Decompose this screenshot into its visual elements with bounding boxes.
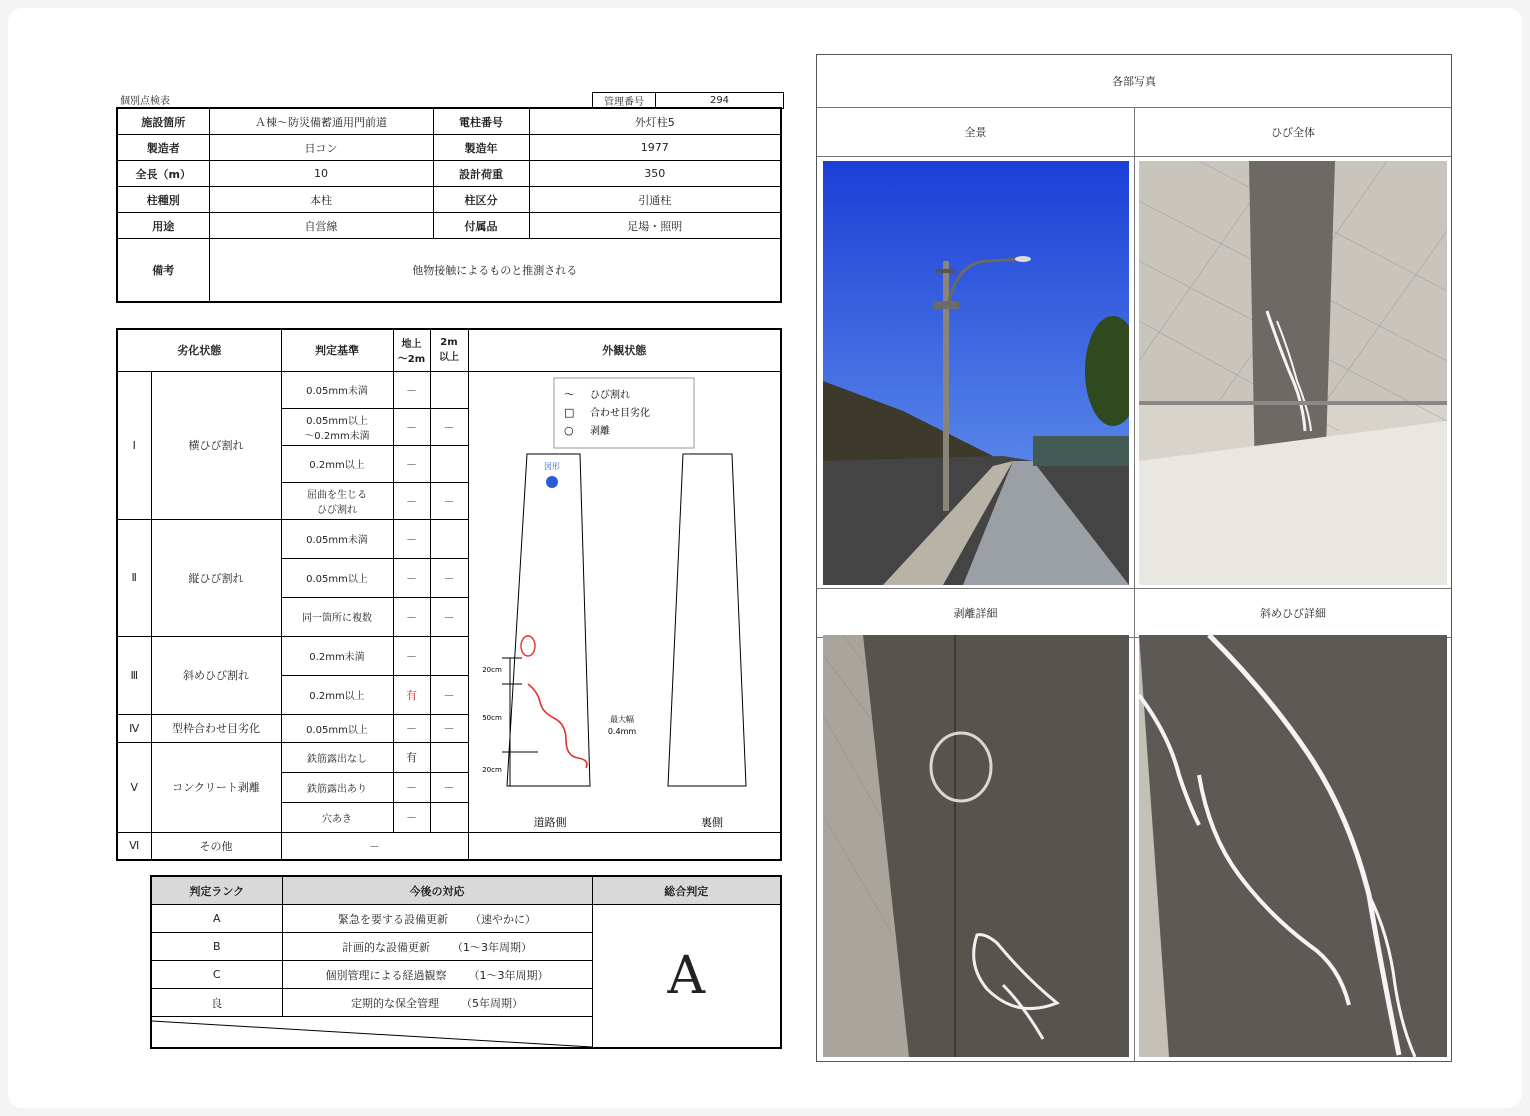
pole-tag: 図形: [544, 462, 560, 471]
legend-sym-peel: ○: [564, 424, 574, 437]
sheet-title: 個別点検表: [120, 96, 170, 107]
criteria-cell: 0.2mm未満: [281, 636, 393, 675]
criteria-cell: 鉄筋露出なし: [281, 742, 393, 772]
col-total: 総合判定: [592, 876, 781, 905]
high-cell: [430, 636, 468, 675]
criteria-cell: 0.05mm以上: [281, 714, 393, 742]
col-criteria: 判定基準: [281, 329, 393, 371]
maker-label: 製造者: [117, 135, 209, 161]
high-cell: －: [430, 558, 468, 597]
criteria-cell: 0.2mm以上: [281, 675, 393, 714]
location-value: Ａ棟～防災備蓄通用門前道: [209, 108, 433, 135]
load-value: 350: [529, 161, 781, 187]
class-value: 引通柱: [529, 187, 781, 213]
blank-row: [151, 1017, 592, 1049]
criteria-cell: 0.05mm未満: [281, 371, 393, 408]
rank-good: 良: [151, 989, 282, 1017]
high-cell: [430, 519, 468, 558]
criteria-cell: 屈曲を生じる ひび割れ: [281, 482, 393, 519]
dim-bot: 20cm: [482, 766, 502, 774]
photos-panel: [816, 54, 1452, 1062]
criteria-cell: 0.05mm未満: [281, 519, 393, 558]
group-name: その他: [151, 832, 281, 860]
rank-c: C: [151, 961, 282, 989]
high-cell: [430, 742, 468, 772]
col-rank: 判定ランク: [151, 876, 282, 905]
col-low: 地上 ～2m: [393, 329, 430, 371]
col-appearance: 外観状態: [468, 329, 781, 371]
low-cell: －: [393, 408, 430, 445]
low-cell: 有: [393, 675, 430, 714]
high-cell: [430, 802, 468, 832]
low-cell: －: [393, 772, 430, 802]
photos-title: 各部写真: [817, 55, 1451, 108]
low-cell: －: [393, 802, 430, 832]
pole-no-label: 電柱番号: [433, 108, 529, 135]
appearance-diagram: [472, 372, 780, 872]
low-cell: －: [393, 445, 430, 482]
location-label: 施設箇所: [117, 108, 209, 135]
info-table: [116, 107, 782, 303]
high-cell: －: [430, 772, 468, 802]
type-value: 本柱: [209, 187, 433, 213]
use-label: 用途: [117, 213, 209, 239]
total-judgement: A: [592, 905, 781, 1049]
high-cell: －: [430, 482, 468, 519]
group-num: Ⅰ: [117, 371, 151, 519]
low-cell: －: [393, 519, 430, 558]
criteria-cell: 0.05mm以上 ～0.2mm未満: [281, 408, 393, 445]
mgmt-label: 管理番号: [593, 93, 656, 108]
marker-dot: [546, 476, 558, 488]
action-good: 定期的な保全管理 （5年周期）: [282, 989, 592, 1017]
criteria-cell: 0.05mm以上: [281, 558, 393, 597]
inspection-sheet: [8, 8, 1522, 1108]
mgmt-value: 294: [709, 95, 730, 106]
legend-text-crack: ひび割れ: [590, 390, 630, 401]
high-cell: －: [430, 408, 468, 445]
high-cell: －: [430, 675, 468, 714]
low-cell: －: [393, 597, 430, 636]
group-num: Ⅱ: [117, 519, 151, 636]
photo-crack-overview: [1139, 161, 1447, 585]
dim-top: 20cm: [482, 666, 502, 674]
photo-full-view: [823, 161, 1129, 585]
length-value: 10: [209, 161, 433, 187]
caption-all: 全景: [817, 108, 1134, 157]
col-state: 劣化状態: [117, 329, 281, 371]
dim-mid: 50cm: [482, 714, 502, 722]
low-cell: －: [393, 558, 430, 597]
group-name: 横ひび割れ: [151, 371, 281, 519]
criteria-cell: 穴あき: [281, 802, 393, 832]
high-cell: －: [430, 714, 468, 742]
criteria-cell: 0.2mm以上: [281, 445, 393, 482]
rank-b: B: [151, 933, 282, 961]
year-value: 1977: [529, 135, 781, 161]
action-c: 個別管理による経過観察 （1～3年周期）: [282, 961, 592, 989]
other-value: －: [281, 832, 468, 860]
criteria-cell: 鉄筋露出あり: [281, 772, 393, 802]
low-cell: －: [393, 482, 430, 519]
criteria-cell: 同一箇所に複数: [281, 597, 393, 636]
action-a: 緊急を要する設備更新 （速やかに）: [282, 905, 592, 933]
load-label: 設計荷重: [433, 161, 529, 187]
pole-back-side: [668, 454, 746, 786]
max-width-label: 最大幅: [610, 715, 634, 724]
year-label: 製造年: [433, 135, 529, 161]
caption-peel: 剥離詳細: [817, 588, 1134, 638]
max-width-value: 0.4mm: [607, 727, 637, 736]
low-cell: －: [393, 371, 430, 408]
group-num: Ⅳ: [117, 714, 151, 742]
group-num: Ⅲ: [117, 636, 151, 714]
acc-label: 付属品: [433, 213, 529, 239]
pole-no-value: 外灯柱5: [529, 108, 781, 135]
length-label: 全長（m）: [117, 161, 209, 187]
caption-crack: ひび全体: [1135, 108, 1451, 157]
group-num: Ⅵ: [117, 832, 151, 860]
group-name: コンクリート剥離: [151, 742, 281, 832]
legend-sym-seam: □: [564, 406, 575, 419]
legend-text-peel: 剥離: [590, 426, 610, 437]
rank-a: A: [151, 905, 282, 933]
col-action: 今後の対応: [282, 876, 592, 905]
col-high: 2m 以上: [430, 329, 468, 371]
side-back-label: 裏側: [701, 816, 723, 829]
action-b: 計画的な設備更新 （1～3年周期）: [282, 933, 592, 961]
class-label: 柱区分: [433, 187, 529, 213]
legend-text-seam: 合わせ目劣化: [590, 408, 650, 419]
group-num: Ⅴ: [117, 742, 151, 832]
low-cell: －: [393, 714, 430, 742]
group-name: 型枠合わせ目劣化: [151, 714, 281, 742]
photo-diagonal-detail: [1139, 635, 1447, 1057]
acc-value: 足場・照明: [529, 213, 781, 239]
high-cell: －: [430, 597, 468, 636]
rank-table: [150, 875, 782, 1049]
note-label: 備考: [117, 239, 209, 303]
group-name: 斜めひび割れ: [151, 636, 281, 714]
low-cell: －: [393, 636, 430, 675]
caption-diag: 斜めひび詳細: [1135, 588, 1451, 638]
pole-road-side: [507, 454, 590, 786]
type-label: 柱種別: [117, 187, 209, 213]
legend-sym-crack: ～: [564, 388, 575, 401]
group-name: 縦ひび割れ: [151, 519, 281, 636]
note-value: 他物接触によるものと推測される: [209, 239, 781, 303]
high-cell: [430, 445, 468, 482]
use-value: 自営線: [209, 213, 433, 239]
maker-value: 日コン: [209, 135, 433, 161]
photo-peel-detail: [823, 635, 1129, 1057]
high-cell: [430, 371, 468, 408]
side-road-label: 道路側: [533, 816, 567, 829]
low-cell: 有: [393, 742, 430, 772]
